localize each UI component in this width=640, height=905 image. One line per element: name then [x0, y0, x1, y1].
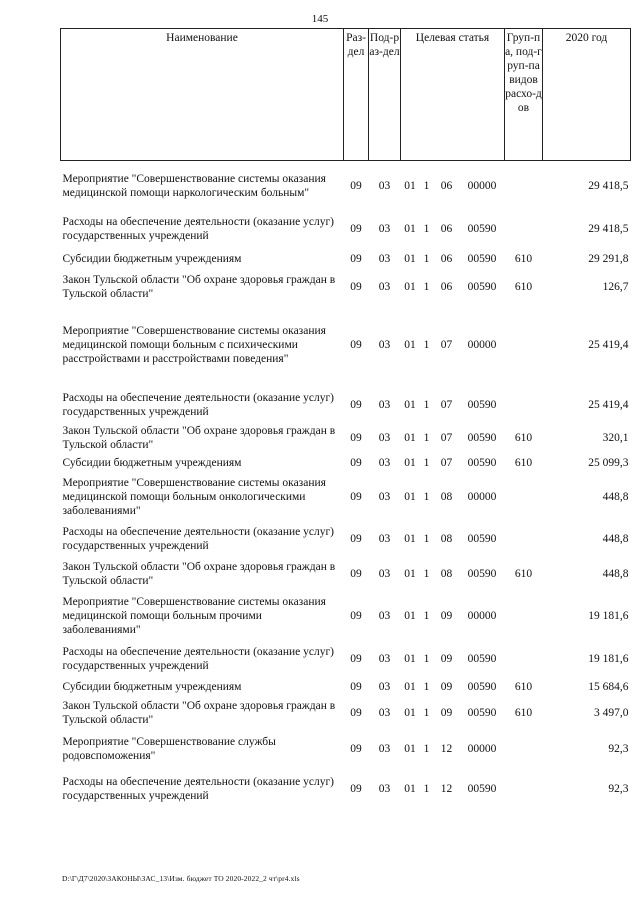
- row-name: Закон Тульской области "Об охране здоровья граждан в Тульской области": [62, 699, 336, 726]
- table-row: [61, 211, 631, 247]
- table-row: [61, 271, 631, 303]
- budget-table: [60, 28, 631, 809]
- row-razdel: 09: [350, 652, 362, 665]
- footer-file-path: D:\Г\Д7\2020\ЗАКОНЫ\ЗАС_13\Изм. бюджет ТО 2020-2022_2 чт\pr4.xls: [62, 874, 300, 883]
- row-name: Мероприятие "Совершенствование службы родовспоможения": [62, 735, 276, 762]
- row-cs-direction: 00590: [467, 652, 497, 665]
- row-podrazdel: 03: [378, 490, 391, 503]
- row-cs-program: 01: [404, 567, 416, 580]
- row-gruppa: 610: [514, 456, 533, 469]
- row-amount: 29 291,8: [588, 252, 629, 265]
- row-gruppa: [505, 591, 543, 641]
- row-cs-event: 06: [440, 280, 453, 293]
- row-cs-direction: 00000: [467, 338, 497, 351]
- row-cs-program: 01: [404, 706, 416, 719]
- row-razdel: 09: [350, 706, 362, 719]
- row-cs-type: 1: [423, 532, 430, 545]
- page-number: 145: [311, 13, 329, 25]
- row-name: Закон Тульской области "Об охране здоровья граждан в Тульской области": [62, 424, 336, 451]
- row-podrazdel: 03: [378, 252, 391, 265]
- row-cs-direction: 00000: [467, 490, 497, 503]
- row-gruppa: [505, 473, 543, 521]
- row-podrazdel: 03: [378, 652, 391, 665]
- row-razdel: 09: [350, 222, 362, 235]
- row-podrazdel: 03: [378, 456, 391, 469]
- row-cs-type: 1: [423, 222, 430, 235]
- row-cs-event: 12: [440, 742, 453, 755]
- row-name: Расходы на обеспечение деятельности (оказание услуг) государственных учреждений: [62, 645, 334, 672]
- row-cs-program: 01: [404, 431, 416, 444]
- row-name: Расходы на обеспечение деятельности (оказание услуг) государственных учреждений: [62, 215, 334, 242]
- row-name: Мероприятие "Совершенствование системы оказания медицинской помощи больным с психическими расстройствами и расстройствами поведения": [62, 324, 326, 365]
- row-amount: 29 418,5: [588, 222, 629, 235]
- row-podrazdel: 03: [378, 609, 391, 622]
- row-cs-event: 09: [440, 680, 453, 693]
- row-cs-program: 01: [404, 338, 416, 351]
- row-cs-program: 01: [404, 280, 416, 293]
- row-cs-direction: 00000: [467, 609, 497, 622]
- row-cs-direction: 00590: [467, 398, 497, 411]
- row-cs-direction: 00590: [467, 456, 497, 469]
- row-razdel: 09: [350, 680, 362, 693]
- row-cs-type: 1: [423, 456, 430, 469]
- row-cs-type: 1: [423, 742, 430, 755]
- row-razdel: 09: [350, 532, 362, 545]
- row-gruppa: 610: [514, 567, 533, 580]
- row-name: Закон Тульской области "Об охране здоровья граждан в Тульской области": [62, 273, 336, 300]
- table-row: [61, 697, 631, 729]
- row-cs-type: 1: [423, 706, 430, 719]
- row-cs-event: 06: [440, 252, 453, 265]
- row-podrazdel: 03: [378, 782, 391, 795]
- row-amount: 320,1: [602, 431, 629, 444]
- table-row: [61, 769, 631, 809]
- row-amount: 448,8: [602, 490, 629, 503]
- row-cs-program: 01: [404, 652, 416, 665]
- row-razdel: 09: [350, 179, 362, 192]
- row-cs-event: 09: [440, 706, 453, 719]
- row-name: Расходы на обеспечение деятельности (оказание услуг) государственных учреждений: [62, 525, 334, 552]
- table-row: [61, 453, 631, 473]
- row-cs-event: 09: [440, 609, 453, 622]
- row-amount: 448,8: [602, 567, 629, 580]
- header-razdel: Раз-дел: [344, 29, 369, 161]
- row-name: Мероприятие "Совершенствование системы оказания медицинской помощи больным прочими заболеваниями": [62, 595, 326, 636]
- row-cs-event: 07: [440, 338, 453, 351]
- table-row: [61, 161, 631, 211]
- row-cs-program: 01: [404, 609, 416, 622]
- table-row: [61, 557, 631, 591]
- table-row: [61, 591, 631, 641]
- header-year: 2020 год: [543, 29, 631, 161]
- row-cs-event: 07: [440, 398, 453, 411]
- row-cs-program: 01: [404, 252, 416, 265]
- row-cs-direction: 00590: [467, 680, 497, 693]
- row-cs-type: 1: [423, 252, 430, 265]
- row-cs-event: 08: [440, 490, 453, 503]
- row-gruppa: [505, 729, 543, 769]
- row-cs-event: 09: [440, 652, 453, 665]
- header-podrazdel: Под-раз-дел: [369, 29, 401, 161]
- row-amount: 3 497,0: [594, 706, 629, 719]
- row-amount: 19 181,6: [588, 652, 629, 665]
- row-cs-direction: 00590: [467, 431, 497, 444]
- row-cs-event: 08: [440, 532, 453, 545]
- row-podrazdel: 03: [378, 567, 391, 580]
- row-name: Закон Тульской области "Об охране здоровья граждан в Тульской области": [62, 560, 336, 587]
- row-cs-direction: 00590: [467, 252, 497, 265]
- row-cs-event: 06: [440, 179, 453, 192]
- row-amount: 19 181,6: [588, 609, 629, 622]
- row-gruppa: 610: [514, 280, 533, 293]
- row-podrazdel: 03: [378, 179, 391, 192]
- row-cs-type: 1: [423, 652, 430, 665]
- row-razdel: 09: [350, 338, 362, 351]
- table-row: [61, 303, 631, 387]
- table-header: [61, 29, 631, 161]
- row-gruppa: 610: [514, 706, 533, 719]
- row-cs-event: 08: [440, 567, 453, 580]
- row-podrazdel: 03: [378, 532, 391, 545]
- row-cs-program: 01: [404, 179, 416, 192]
- row-amount: 25 419,4: [588, 398, 629, 411]
- row-razdel: 09: [350, 567, 362, 580]
- row-gruppa: 610: [514, 680, 533, 693]
- row-amount: 25 099,3: [588, 456, 629, 469]
- row-amount: 126,7: [602, 280, 629, 293]
- row-cs-type: 1: [423, 609, 430, 622]
- row-cs-direction: 00590: [467, 280, 497, 293]
- row-name: Субсидии бюджетным учреждениям: [62, 252, 242, 265]
- row-gruppa: [505, 769, 543, 809]
- row-gruppa: [505, 521, 543, 557]
- row-cs-type: 1: [423, 179, 430, 192]
- row-cs-event: 12: [440, 782, 453, 795]
- row-cs-type: 1: [423, 338, 430, 351]
- table-body: [61, 161, 631, 809]
- row-cs-direction: 00000: [467, 179, 497, 192]
- table-row: [61, 729, 631, 769]
- row-cs-type: 1: [423, 398, 430, 411]
- header-name: Наименование: [61, 29, 344, 161]
- table-row: [61, 473, 631, 521]
- row-gruppa: [505, 211, 543, 247]
- row-gruppa: [505, 387, 543, 423]
- row-cs-direction: 00590: [467, 706, 497, 719]
- row-cs-program: 01: [404, 222, 416, 235]
- header-celevaya-statya: Целевая статья: [401, 29, 505, 161]
- row-cs-program: 01: [404, 490, 416, 503]
- row-gruppa: [505, 303, 543, 387]
- row-cs-type: 1: [423, 431, 430, 444]
- row-cs-program: 01: [404, 680, 416, 693]
- row-razdel: 09: [350, 742, 362, 755]
- row-gruppa: 610: [514, 431, 533, 444]
- row-razdel: 09: [350, 609, 362, 622]
- row-cs-direction: 00590: [467, 782, 497, 795]
- row-podrazdel: 03: [378, 280, 391, 293]
- row-razdel: 09: [350, 280, 362, 293]
- row-amount: 25 419,4: [588, 338, 629, 351]
- row-cs-direction: 00590: [467, 222, 497, 235]
- row-cs-event: 07: [440, 456, 453, 469]
- row-cs-type: 1: [423, 782, 430, 795]
- row-gruppa: [505, 161, 543, 211]
- row-name: Расходы на обеспечение деятельности (оказание услуг) государственных учреждений: [62, 391, 334, 418]
- row-podrazdel: 03: [378, 742, 391, 755]
- row-amount: 15 684,6: [588, 680, 629, 693]
- row-razdel: 09: [350, 431, 362, 444]
- row-cs-direction: 00000: [467, 742, 497, 755]
- row-podrazdel: 03: [378, 398, 391, 411]
- row-name: Мероприятие "Совершенствование системы оказания медицинской помощи больным онкологическими заболеваниями": [62, 476, 326, 517]
- table-row: [61, 677, 631, 697]
- row-cs-direction: 00590: [467, 567, 497, 580]
- row-gruppa: 610: [514, 252, 533, 265]
- row-amount: 92,3: [608, 742, 629, 755]
- row-cs-type: 1: [423, 567, 430, 580]
- row-cs-program: 01: [404, 742, 416, 755]
- table-row: [61, 247, 631, 271]
- row-cs-type: 1: [423, 490, 430, 503]
- row-razdel: 09: [350, 490, 362, 503]
- row-cs-program: 01: [404, 532, 416, 545]
- row-amount: 92,3: [608, 782, 629, 795]
- row-razdel: 09: [350, 782, 362, 795]
- row-razdel: 09: [350, 252, 362, 265]
- table-row: [61, 521, 631, 557]
- row-name: Расходы на обеспечение деятельности (оказание услуг) государственных учреждений: [62, 775, 334, 802]
- header-gruppa: Груп-па, под-груп-па видов расхо-дов: [505, 29, 543, 161]
- row-cs-direction: 00590: [467, 532, 497, 545]
- row-cs-program: 01: [404, 398, 416, 411]
- row-cs-event: 07: [440, 431, 453, 444]
- table-row: [61, 387, 631, 423]
- row-name: Субсидии бюджетным учреждениям: [62, 456, 242, 469]
- row-amount: 448,8: [602, 532, 629, 545]
- row-razdel: 09: [350, 456, 362, 469]
- row-razdel: 09: [350, 398, 362, 411]
- row-name: Субсидии бюджетным учреждениям: [62, 680, 242, 693]
- row-cs-event: 06: [440, 222, 453, 235]
- row-cs-program: 01: [404, 456, 416, 469]
- row-podrazdel: 03: [378, 431, 391, 444]
- row-podrazdel: 03: [378, 706, 391, 719]
- row-podrazdel: 03: [378, 338, 391, 351]
- row-cs-type: 1: [423, 280, 430, 293]
- table-row: [61, 423, 631, 453]
- row-gruppa: [505, 641, 543, 677]
- row-cs-program: 01: [404, 782, 416, 795]
- row-podrazdel: 03: [378, 680, 391, 693]
- row-podrazdel: 03: [378, 222, 391, 235]
- row-amount: 29 418,5: [588, 179, 629, 192]
- table-row: [61, 641, 631, 677]
- row-cs-type: 1: [423, 680, 430, 693]
- row-name: Мероприятие "Совершенствование системы оказания медицинской помощи наркологическим больным": [62, 172, 326, 199]
